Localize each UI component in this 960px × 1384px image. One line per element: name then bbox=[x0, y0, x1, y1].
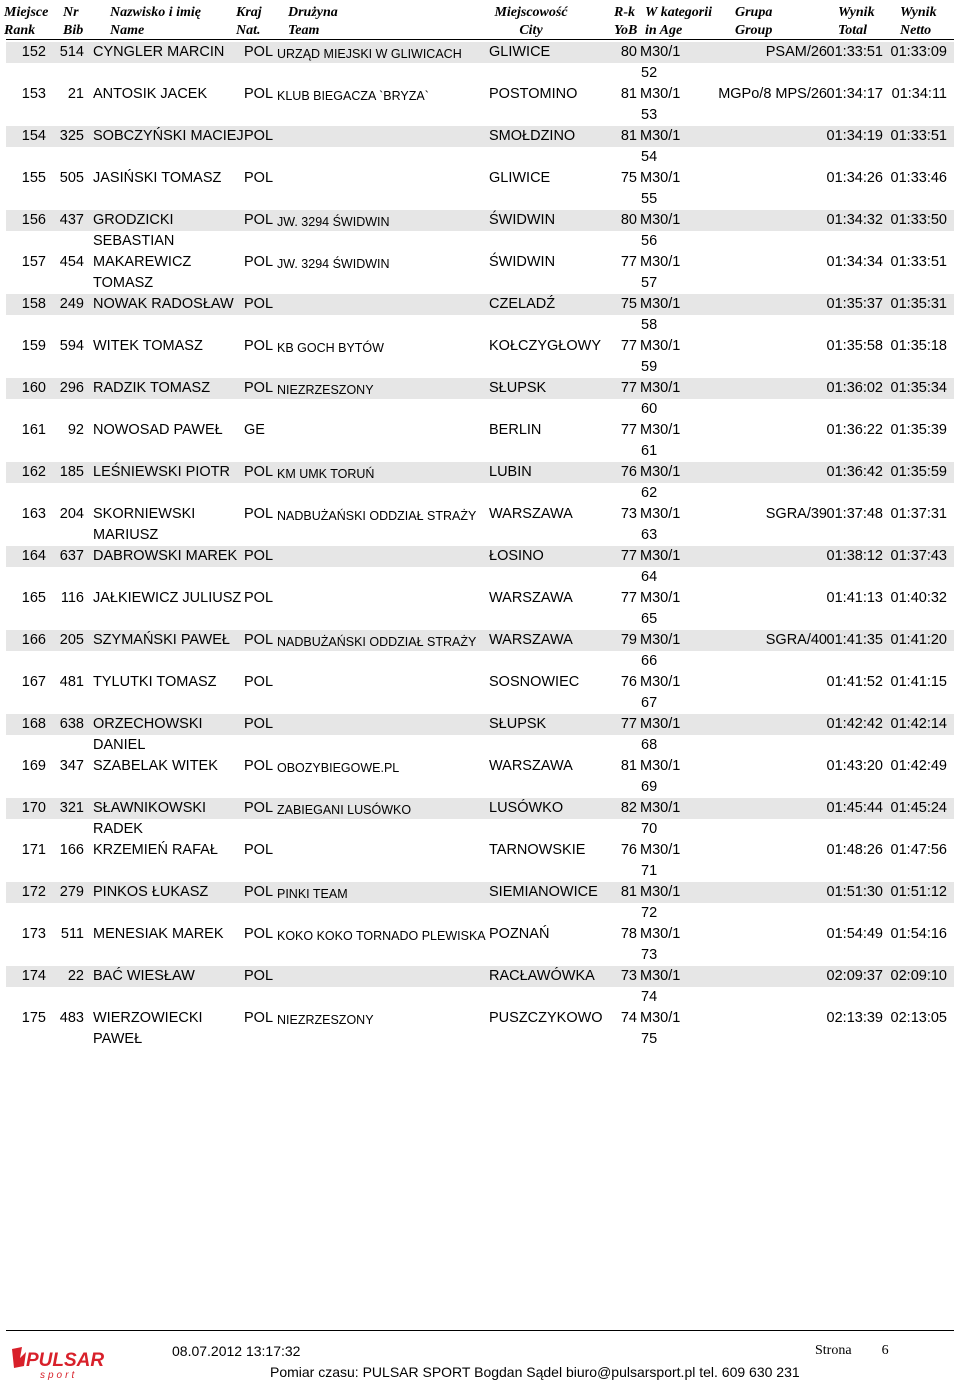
total-cell: 01:34:26 bbox=[826, 170, 883, 186]
team-cell: JW. 3294 ŚWIDWIN bbox=[277, 215, 390, 229]
name-cell: SOBCZYŃSKI MACIEJ bbox=[93, 128, 244, 144]
category-position-cell: 66 bbox=[641, 653, 658, 669]
category-position-cell: 59 bbox=[641, 359, 658, 375]
total-cell: 01:35:37 bbox=[826, 296, 883, 312]
total-cell: 02:13:39 bbox=[826, 1010, 883, 1026]
city-cell: WARSZAWA bbox=[489, 632, 573, 648]
bib-cell: 638 bbox=[59, 716, 84, 732]
team-cell: NADBUŻAŃSKI ODDZIAŁ STRAŻY bbox=[277, 635, 477, 649]
team-cell: KOKO KOKO TORNADO PLEWISKA bbox=[277, 929, 486, 943]
rank-cell: 165 bbox=[21, 590, 46, 606]
city-cell: SŁUPSK bbox=[489, 716, 547, 732]
category-cell: M30/1 bbox=[640, 716, 681, 732]
total-cell: 01:51:30 bbox=[826, 884, 883, 900]
rank-cell: 164 bbox=[21, 548, 46, 564]
bib-cell: 205 bbox=[59, 632, 84, 648]
city-cell: RACŁAWÓWKA bbox=[489, 968, 595, 984]
yob-cell: 78 bbox=[620, 926, 637, 942]
yob-cell: 76 bbox=[620, 464, 637, 480]
name-cell: DABROWSKI MAREK bbox=[93, 548, 238, 564]
header-netto: Wynik Netto bbox=[900, 5, 937, 38]
total-cell: 01:34:34 bbox=[826, 254, 883, 270]
team-cell: KM UMK TORUŃ bbox=[277, 467, 375, 481]
netto-cell: 01:40:32 bbox=[890, 590, 947, 606]
bib-cell: 594 bbox=[59, 338, 84, 354]
bib-cell: 347 bbox=[59, 758, 84, 774]
bib-cell: 514 bbox=[59, 44, 84, 60]
total-cell: 01:34:17 bbox=[826, 86, 883, 102]
name-cell: ANTOSIK JACEK bbox=[93, 86, 208, 102]
header-divider bbox=[6, 39, 954, 40]
netto-cell: 01:45:24 bbox=[890, 800, 947, 816]
yob-cell: 81 bbox=[620, 86, 637, 102]
bib-cell: 166 bbox=[59, 842, 84, 858]
total-cell: 01:42:42 bbox=[826, 716, 883, 732]
category-position-cell: 61 bbox=[641, 443, 658, 459]
city-cell: WARSZAWA bbox=[489, 758, 573, 774]
name-cell: TYLUTKI TOMASZ bbox=[93, 674, 217, 690]
netto-cell: 01:35:59 bbox=[890, 464, 947, 480]
total-cell: 01:36:02 bbox=[826, 380, 883, 396]
total-cell: 01:36:22 bbox=[826, 422, 883, 438]
category-cell: M30/1 bbox=[640, 884, 681, 900]
yob-cell: 81 bbox=[620, 128, 637, 144]
name-cell-line2: DANIEL bbox=[93, 737, 146, 753]
bib-cell: 505 bbox=[59, 170, 84, 186]
netto-cell: 01:54:16 bbox=[890, 926, 947, 942]
category-position-cell: 55 bbox=[641, 191, 658, 207]
name-cell: NOWAK RADOSŁAW bbox=[93, 296, 234, 312]
print-datetime: 08.07.2012 13:17:32 bbox=[172, 1343, 301, 1359]
category-cell: M30/1 bbox=[640, 338, 681, 354]
yob-cell: 76 bbox=[620, 842, 637, 858]
name-cell: MENESIAK MAREK bbox=[93, 926, 224, 942]
rank-cell: 162 bbox=[21, 464, 46, 480]
name-cell: BAĆ WIESŁAW bbox=[93, 968, 195, 984]
nat-cell: POL bbox=[244, 296, 274, 312]
city-cell: SŁUPSK bbox=[489, 380, 547, 396]
bib-cell: 321 bbox=[59, 800, 84, 816]
nat-cell: POL bbox=[244, 800, 274, 816]
page-label: Strona bbox=[815, 1343, 852, 1358]
category-cell: M30/1 bbox=[640, 968, 681, 984]
header-yob: R-k YoB bbox=[614, 5, 638, 38]
name-cell: KRZEMIEŃ RAFAŁ bbox=[93, 842, 218, 858]
city-cell: ŚWIDWIN bbox=[489, 254, 556, 270]
category-cell: M30/1 bbox=[640, 548, 681, 564]
bib-cell: 437 bbox=[59, 212, 84, 228]
rank-cell: 157 bbox=[21, 254, 46, 270]
category-cell: M30/1 bbox=[640, 422, 681, 438]
team-cell: KLUB BIEGACZA `BRYZA` bbox=[277, 89, 429, 103]
nat-cell: POL bbox=[244, 464, 274, 480]
category-cell: M30/1 bbox=[640, 758, 681, 774]
rank-cell: 174 bbox=[21, 968, 46, 984]
total-cell: 01:38:12 bbox=[826, 548, 883, 564]
name-cell: MAKAREWICZ bbox=[93, 254, 192, 270]
name-cell: WITEK TOMASZ bbox=[93, 338, 203, 354]
name-cell: WIERZOWIECKI bbox=[93, 1010, 203, 1026]
category-cell: M30/1 bbox=[640, 926, 681, 942]
city-cell: WARSZAWA bbox=[489, 590, 573, 606]
rank-cell: 171 bbox=[21, 842, 46, 858]
rank-cell: 155 bbox=[21, 170, 46, 186]
total-cell: 01:41:35 bbox=[826, 632, 883, 648]
city-cell: POSTOMINO bbox=[489, 86, 578, 102]
category-cell: M30/1 bbox=[640, 674, 681, 690]
netto-cell: 01:33:51 bbox=[890, 254, 947, 270]
netto-cell: 01:41:20 bbox=[890, 632, 947, 648]
category-cell: M30/1 bbox=[640, 380, 681, 396]
header-team: Drużyna Team bbox=[288, 5, 338, 38]
yob-cell: 77 bbox=[620, 548, 637, 564]
nat-cell: POL bbox=[244, 926, 274, 942]
city-cell: TARNOWSKIE bbox=[489, 842, 586, 858]
netto-cell: 01:35:31 bbox=[890, 296, 947, 312]
name-cell: SZABELAK WITEK bbox=[93, 758, 218, 774]
team-cell: ZABIEGANI LUSÓWKO bbox=[277, 803, 412, 817]
total-cell: 01:37:48 bbox=[826, 506, 883, 522]
bib-cell: 116 bbox=[60, 590, 84, 606]
category-cell: M30/1 bbox=[640, 1010, 681, 1026]
team-cell: NIEZRZESZONY bbox=[277, 1013, 374, 1027]
nat-cell: POL bbox=[244, 674, 274, 690]
yob-cell: 81 bbox=[620, 884, 637, 900]
nat-cell: POL bbox=[244, 590, 274, 606]
bib-cell: 204 bbox=[59, 506, 84, 522]
city-cell: LUBIN bbox=[489, 464, 532, 480]
netto-cell: 01:35:18 bbox=[890, 338, 947, 354]
pulsar-logo bbox=[10, 1346, 114, 1380]
rank-cell: 168 bbox=[21, 716, 46, 732]
page-indicator bbox=[815, 1343, 889, 1359]
name-cell-line2: SEBASTIAN bbox=[93, 233, 175, 249]
name-cell: CYNGLER MARCIN bbox=[93, 44, 225, 60]
yob-cell: 75 bbox=[620, 170, 637, 186]
nat-cell: POL bbox=[244, 338, 274, 354]
rank-cell: 152 bbox=[21, 44, 46, 60]
bib-cell: 92 bbox=[67, 422, 84, 438]
yob-cell: 80 bbox=[620, 212, 637, 228]
name-cell: SŁAWNIKOWSKI bbox=[93, 800, 207, 816]
city-cell: SOSNOWIEC bbox=[489, 674, 580, 690]
name-cell-line2: MARIUSZ bbox=[93, 527, 159, 543]
city-cell: GLIWICE bbox=[489, 170, 551, 186]
nat-cell: GE bbox=[244, 422, 265, 438]
svg-text:sport: sport bbox=[40, 1370, 78, 1380]
category-cell: M30/1 bbox=[640, 212, 681, 228]
category-position-cell: 63 bbox=[641, 527, 658, 543]
city-cell: KOŁCZYGŁOWY bbox=[489, 338, 601, 354]
netto-cell: 01:33:51 bbox=[890, 128, 947, 144]
netto-cell: 01:34:11 bbox=[891, 86, 947, 102]
rank-cell: 166 bbox=[21, 632, 46, 648]
category-position-cell: 56 bbox=[641, 233, 658, 249]
total-cell: 01:43:20 bbox=[826, 758, 883, 774]
bib-cell: 249 bbox=[59, 296, 84, 312]
team-cell: NIEZRZESZONY bbox=[277, 383, 374, 397]
bib-cell: 325 bbox=[59, 128, 84, 144]
city-cell: BERLIN bbox=[489, 422, 542, 438]
city-cell: ŚWIDWIN bbox=[489, 212, 556, 228]
rank-cell: 170 bbox=[21, 800, 46, 816]
category-cell: M30/1 bbox=[640, 632, 681, 648]
nat-cell: POL bbox=[244, 842, 274, 858]
total-cell: 01:34:19 bbox=[826, 128, 883, 144]
yob-cell: 73 bbox=[620, 968, 637, 984]
category-position-cell: 70 bbox=[641, 821, 658, 837]
netto-cell: 01:37:43 bbox=[890, 548, 947, 564]
yob-cell: 80 bbox=[620, 44, 637, 60]
category-position-cell: 65 bbox=[641, 611, 658, 627]
nat-cell: POL bbox=[244, 632, 274, 648]
netto-cell: 01:35:34 bbox=[890, 380, 947, 396]
netto-cell: 01:42:49 bbox=[890, 758, 947, 774]
netto-cell: 02:09:10 bbox=[890, 968, 947, 984]
netto-cell: 01:47:56 bbox=[890, 842, 947, 858]
nat-cell: POL bbox=[244, 758, 274, 774]
team-cell: PINKI TEAM bbox=[277, 887, 348, 901]
category-cell: M30/1 bbox=[640, 170, 681, 186]
nat-cell: POL bbox=[244, 86, 274, 102]
category-position-cell: 74 bbox=[641, 989, 658, 1005]
category-cell: M30/1 bbox=[640, 842, 681, 858]
name-cell: SZYMAŃSKI PAWEŁ bbox=[93, 632, 230, 648]
header-bib: Nr Bib bbox=[63, 5, 84, 38]
nat-cell: POL bbox=[244, 128, 274, 144]
city-cell: WARSZAWA bbox=[489, 506, 573, 522]
category-cell: M30/1 bbox=[640, 86, 681, 102]
name-cell-line2: RADEK bbox=[93, 821, 143, 837]
rank-cell: 160 bbox=[21, 380, 46, 396]
netto-cell: 01:35:39 bbox=[890, 422, 947, 438]
yob-cell: 76 bbox=[620, 674, 637, 690]
name-cell: RADZIK TOMASZ bbox=[93, 380, 211, 396]
yob-cell: 79 bbox=[620, 632, 637, 648]
rank-cell: 167 bbox=[21, 674, 46, 690]
timing-credit: Pomiar czasu: PULSAR SPORT Bogdan Sądel biuro@pulsarsport.pl tel. 609 630 231 bbox=[270, 1364, 800, 1380]
header-city: Miejscowość City bbox=[494, 5, 568, 38]
header-name: Nazwisko i imię Name bbox=[110, 5, 202, 38]
footer-divider bbox=[6, 1330, 954, 1331]
total-cell: 02:09:37 bbox=[826, 968, 883, 984]
total-cell: 01:54:49 bbox=[826, 926, 883, 942]
header-group: Grupa Group bbox=[735, 5, 773, 38]
netto-cell: 02:13:05 bbox=[890, 1010, 947, 1026]
nat-cell: POL bbox=[244, 548, 274, 564]
category-cell: M30/1 bbox=[640, 128, 681, 144]
rank-cell: 172 bbox=[21, 884, 46, 900]
group-cell: SGRA/40 bbox=[765, 632, 827, 648]
table-header bbox=[0, 0, 960, 40]
nat-cell: POL bbox=[244, 1010, 274, 1026]
category-position-cell: 53 bbox=[641, 107, 658, 123]
team-cell: URZĄD MIEJSKI W GLIWICACH bbox=[277, 47, 462, 61]
netto-cell: 01:37:31 bbox=[890, 506, 947, 522]
nat-cell: POL bbox=[244, 968, 274, 984]
group-cell: SGRA/39 bbox=[765, 506, 827, 522]
name-cell: GRODZICKI bbox=[93, 212, 174, 228]
rank-cell: 159 bbox=[21, 338, 46, 354]
netto-cell: 01:33:46 bbox=[890, 170, 947, 186]
city-cell: SMOŁDZINO bbox=[489, 128, 576, 144]
name-cell: JASIŃSKI TOMASZ bbox=[93, 170, 222, 186]
category-position-cell: 73 bbox=[641, 947, 658, 963]
category-position-cell: 60 bbox=[641, 401, 658, 417]
yob-cell: 82 bbox=[620, 800, 637, 816]
rank-cell: 154 bbox=[21, 128, 46, 144]
category-cell: M30/1 bbox=[640, 296, 681, 312]
team-cell: OBOZYBIEGOWE.PL bbox=[277, 761, 400, 775]
header-total: Wynik Total bbox=[838, 5, 875, 38]
city-cell: CZELADŹ bbox=[489, 296, 556, 312]
netto-cell: 01:51:12 bbox=[890, 884, 947, 900]
team-cell: KB GOCH BYTÓW bbox=[277, 341, 384, 355]
bib-cell: 481 bbox=[59, 674, 84, 690]
category-position-cell: 54 bbox=[641, 149, 658, 165]
category-position-cell: 52 bbox=[641, 65, 658, 81]
city-cell: PUSZCZYKOWO bbox=[489, 1010, 603, 1026]
bib-cell: 454 bbox=[59, 254, 84, 270]
yob-cell: 75 bbox=[620, 296, 637, 312]
bib-cell: 483 bbox=[59, 1010, 84, 1026]
yob-cell: 81 bbox=[620, 758, 637, 774]
category-cell: M30/1 bbox=[640, 44, 681, 60]
category-position-cell: 67 bbox=[641, 695, 658, 711]
rank-cell: 175 bbox=[21, 1010, 46, 1026]
team-cell: JW. 3294 ŚWIDWIN bbox=[277, 257, 390, 271]
city-cell: SIEMIANOWICE bbox=[489, 884, 598, 900]
group-cell: MGPo/8 MPS/26 bbox=[718, 86, 827, 102]
name-cell: SKORNIEWSKI bbox=[93, 506, 196, 522]
rank-cell: 161 bbox=[21, 422, 46, 438]
bib-cell: 279 bbox=[59, 884, 84, 900]
rank-cell: 163 bbox=[21, 506, 46, 522]
total-cell: 01:33:51 bbox=[826, 44, 883, 60]
yob-cell: 77 bbox=[620, 338, 637, 354]
rank-cell: 158 bbox=[21, 296, 46, 312]
bib-cell: 185 bbox=[59, 464, 84, 480]
yob-cell: 73 bbox=[620, 506, 637, 522]
netto-cell: 01:41:15 bbox=[890, 674, 947, 690]
category-position-cell: 57 bbox=[641, 275, 658, 291]
name-cell: JAŁKIEWICZ JULIUSZ bbox=[93, 590, 242, 606]
rank-cell: 156 bbox=[21, 212, 46, 228]
category-cell: M30/1 bbox=[640, 800, 681, 816]
rank-cell: 169 bbox=[21, 758, 46, 774]
nat-cell: POL bbox=[244, 254, 274, 270]
team-cell: NADBUŻAŃSKI ODDZIAŁ STRAŻY bbox=[277, 509, 477, 523]
yob-cell: 77 bbox=[620, 716, 637, 732]
category-cell: M30/1 bbox=[640, 590, 681, 606]
city-cell: POZNAŃ bbox=[489, 926, 550, 942]
category-position-cell: 62 bbox=[641, 485, 658, 501]
netto-cell: 01:33:50 bbox=[890, 212, 947, 228]
yob-cell: 74 bbox=[620, 1010, 637, 1026]
category-position-cell: 58 bbox=[641, 317, 658, 333]
total-cell: 01:48:26 bbox=[826, 842, 883, 858]
category-cell: M30/1 bbox=[640, 464, 681, 480]
yob-cell: 77 bbox=[620, 422, 637, 438]
page-number: 6 bbox=[881, 1343, 889, 1358]
nat-cell: POL bbox=[244, 380, 274, 396]
bib-cell: 637 bbox=[59, 548, 84, 564]
nat-cell: POL bbox=[244, 44, 274, 60]
netto-cell: 01:42:14 bbox=[890, 716, 947, 732]
city-cell: ŁOSINO bbox=[489, 548, 544, 564]
header-nat: Kraj Nat. bbox=[236, 5, 262, 38]
category-position-cell: 71 bbox=[641, 863, 658, 879]
category-cell: M30/1 bbox=[640, 506, 681, 522]
total-cell: 01:35:58 bbox=[826, 338, 883, 354]
nat-cell: POL bbox=[244, 212, 274, 228]
header-category: W kategorii in Age bbox=[645, 5, 713, 38]
name-cell-line2: TOMASZ bbox=[93, 275, 154, 291]
bib-cell: 511 bbox=[60, 926, 84, 942]
nat-cell: POL bbox=[244, 506, 274, 522]
category-position-cell: 69 bbox=[641, 779, 658, 795]
total-cell: 01:34:32 bbox=[826, 212, 883, 228]
bib-cell: 22 bbox=[67, 968, 84, 984]
yob-cell: 77 bbox=[620, 380, 637, 396]
rank-cell: 153 bbox=[21, 86, 46, 102]
name-cell: LEŚNIEWSKI PIOTR bbox=[93, 464, 230, 480]
total-cell: 01:41:52 bbox=[826, 674, 883, 690]
name-cell: NOWOSAD PAWEŁ bbox=[93, 422, 223, 438]
category-position-cell: 68 bbox=[641, 737, 658, 753]
yob-cell: 77 bbox=[620, 254, 637, 270]
nat-cell: POL bbox=[244, 716, 274, 732]
nat-cell: POL bbox=[244, 170, 274, 186]
svg-text:PULSAR: PULSAR bbox=[26, 1350, 105, 1371]
total-cell: 01:41:13 bbox=[826, 590, 883, 606]
header-rank: Miejsce Rank bbox=[4, 5, 49, 38]
rank-cell: 173 bbox=[21, 926, 46, 942]
city-cell: LUSÓWKO bbox=[489, 800, 564, 816]
category-cell: M30/1 bbox=[640, 254, 681, 270]
category-position-cell: 64 bbox=[641, 569, 658, 585]
bib-cell: 21 bbox=[67, 86, 84, 102]
city-cell: GLIWICE bbox=[489, 44, 551, 60]
name-cell: PINKOS ŁUKASZ bbox=[93, 884, 209, 900]
bib-cell: 296 bbox=[59, 380, 84, 396]
category-position-cell: 75 bbox=[641, 1031, 658, 1047]
name-cell-line2: PAWEŁ bbox=[93, 1031, 143, 1047]
group-cell: PSAM/26 bbox=[765, 44, 827, 60]
total-cell: 01:36:42 bbox=[826, 464, 883, 480]
name-cell: ORZECHOWSKI bbox=[93, 716, 203, 732]
netto-cell: 01:33:09 bbox=[890, 44, 947, 60]
yob-cell: 77 bbox=[620, 590, 637, 606]
category-position-cell: 72 bbox=[641, 905, 658, 921]
total-cell: 01:45:44 bbox=[826, 800, 883, 816]
nat-cell: POL bbox=[244, 884, 274, 900]
